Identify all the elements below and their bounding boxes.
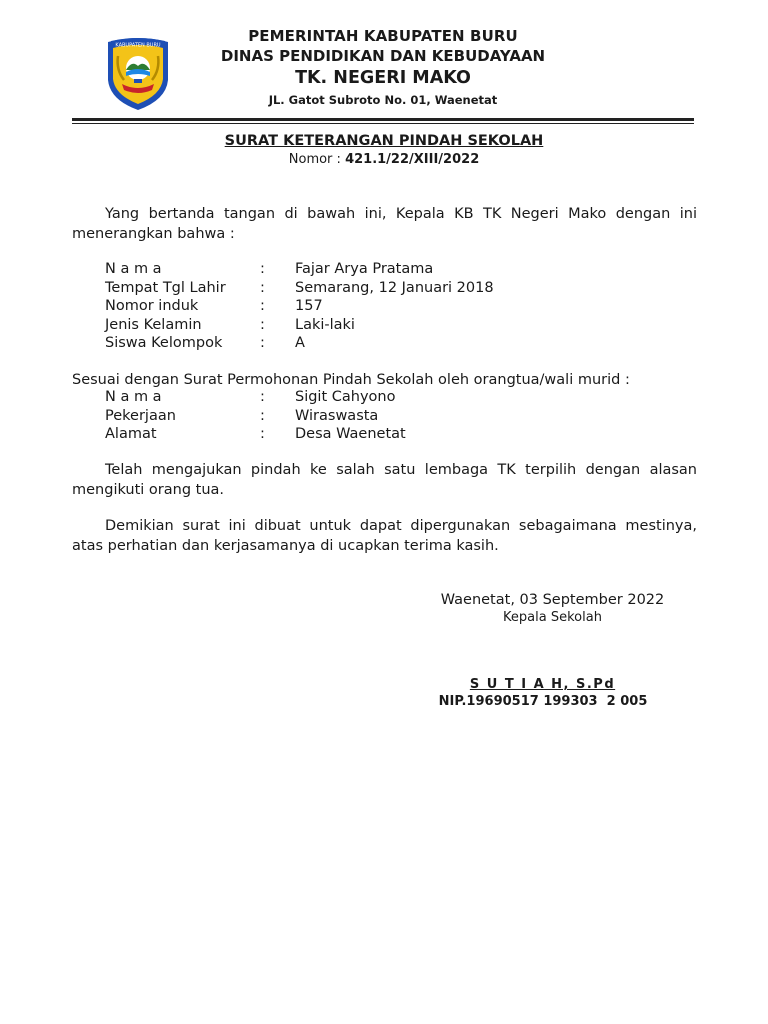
field-label: Siswa Kelompok [105, 335, 223, 351]
field-label: Pekerjaan [105, 407, 176, 424]
field-colon: : [260, 316, 265, 333]
intro-paragraph: Yang bertanda tangan di bawah ini, Kepala KB TK Negeri Mako dengan ini menerangkan bahwa : [72, 206, 697, 242]
school-address: JL. Gatot Subroto No. 01, Waenetat [268, 93, 498, 107]
field-label: Alamat [105, 426, 157, 442]
field-colon: : [260, 261, 265, 277]
government-name: PEMERINTAH KABUPATEN BURU [248, 27, 518, 45]
letter-number-label: Nomor : [288, 152, 341, 167]
field-value: Sigit Cahyono [295, 389, 396, 405]
field-colon: : [260, 298, 265, 314]
field-value: Desa Waenetat [295, 426, 406, 442]
field-value: Fajar Arya Pratama [295, 261, 434, 277]
signer-name: S U T I A H, S.Pd [469, 677, 616, 692]
field-label: N a m a [105, 261, 162, 277]
field-value: Semarang, 12 Januari 2018 [295, 279, 494, 296]
closing-paragraph: Demikian surat ini dibuat untuk dapat dipergunakan sebagaimana mestinya, atas perhatian dan kerjasamanya di ucapkan terima kasih. [72, 518, 697, 554]
field-label: N a m a [105, 389, 162, 405]
place-date: Waenetat, 03 September 2022 [440, 592, 665, 608]
field-label: Nomor induk [105, 298, 199, 314]
field-value: 157 [295, 298, 323, 314]
field-value: A [295, 335, 305, 351]
letterhead [188, 26, 578, 109]
field-value: Wiraswasta [295, 407, 379, 424]
letter-number [0, 151, 768, 169]
field-colon: : [260, 335, 265, 351]
svg-text:KABUPATEN BURU: KABUPATEN BURU [115, 42, 161, 49]
reason-paragraph: Telah mengajukan pindah ke salah satu lembaga TK terpilih dengan alasan mengikuti orang tua. [72, 462, 697, 498]
signer-position: Kepala Sekolah [503, 610, 602, 625]
field-colon: : [260, 407, 265, 424]
field-colon: : [260, 426, 265, 442]
field-label: Tempat Tgl Lahir [105, 279, 226, 296]
signer-nip: NIP.19690517 199303 2 005 [438, 694, 648, 709]
letter-title: SURAT KETERANGAN PINDAH SEKOLAH [224, 133, 544, 149]
parent-intro: Sesuai dengan Surat Permohonan Pindah Sekolah oleh orangtua/wali murid : [72, 372, 630, 388]
kabupaten-buru-logo [104, 36, 172, 112]
field-colon: : [260, 389, 265, 405]
letterhead-divider-thick [72, 118, 694, 121]
field-label: Jenis Kelamin [105, 316, 202, 333]
letterhead-divider-thin [72, 123, 694, 124]
letter-number-value: 421.1/22/XIII/2022 [345, 152, 480, 167]
field-value: Laki-laki [295, 316, 355, 333]
department-name: DINAS PENDIDIKAN DAN KEBUDAYAAN [220, 47, 546, 65]
school-name: TK. NEGERI MAKO [295, 68, 471, 88]
field-colon: : [260, 279, 265, 296]
